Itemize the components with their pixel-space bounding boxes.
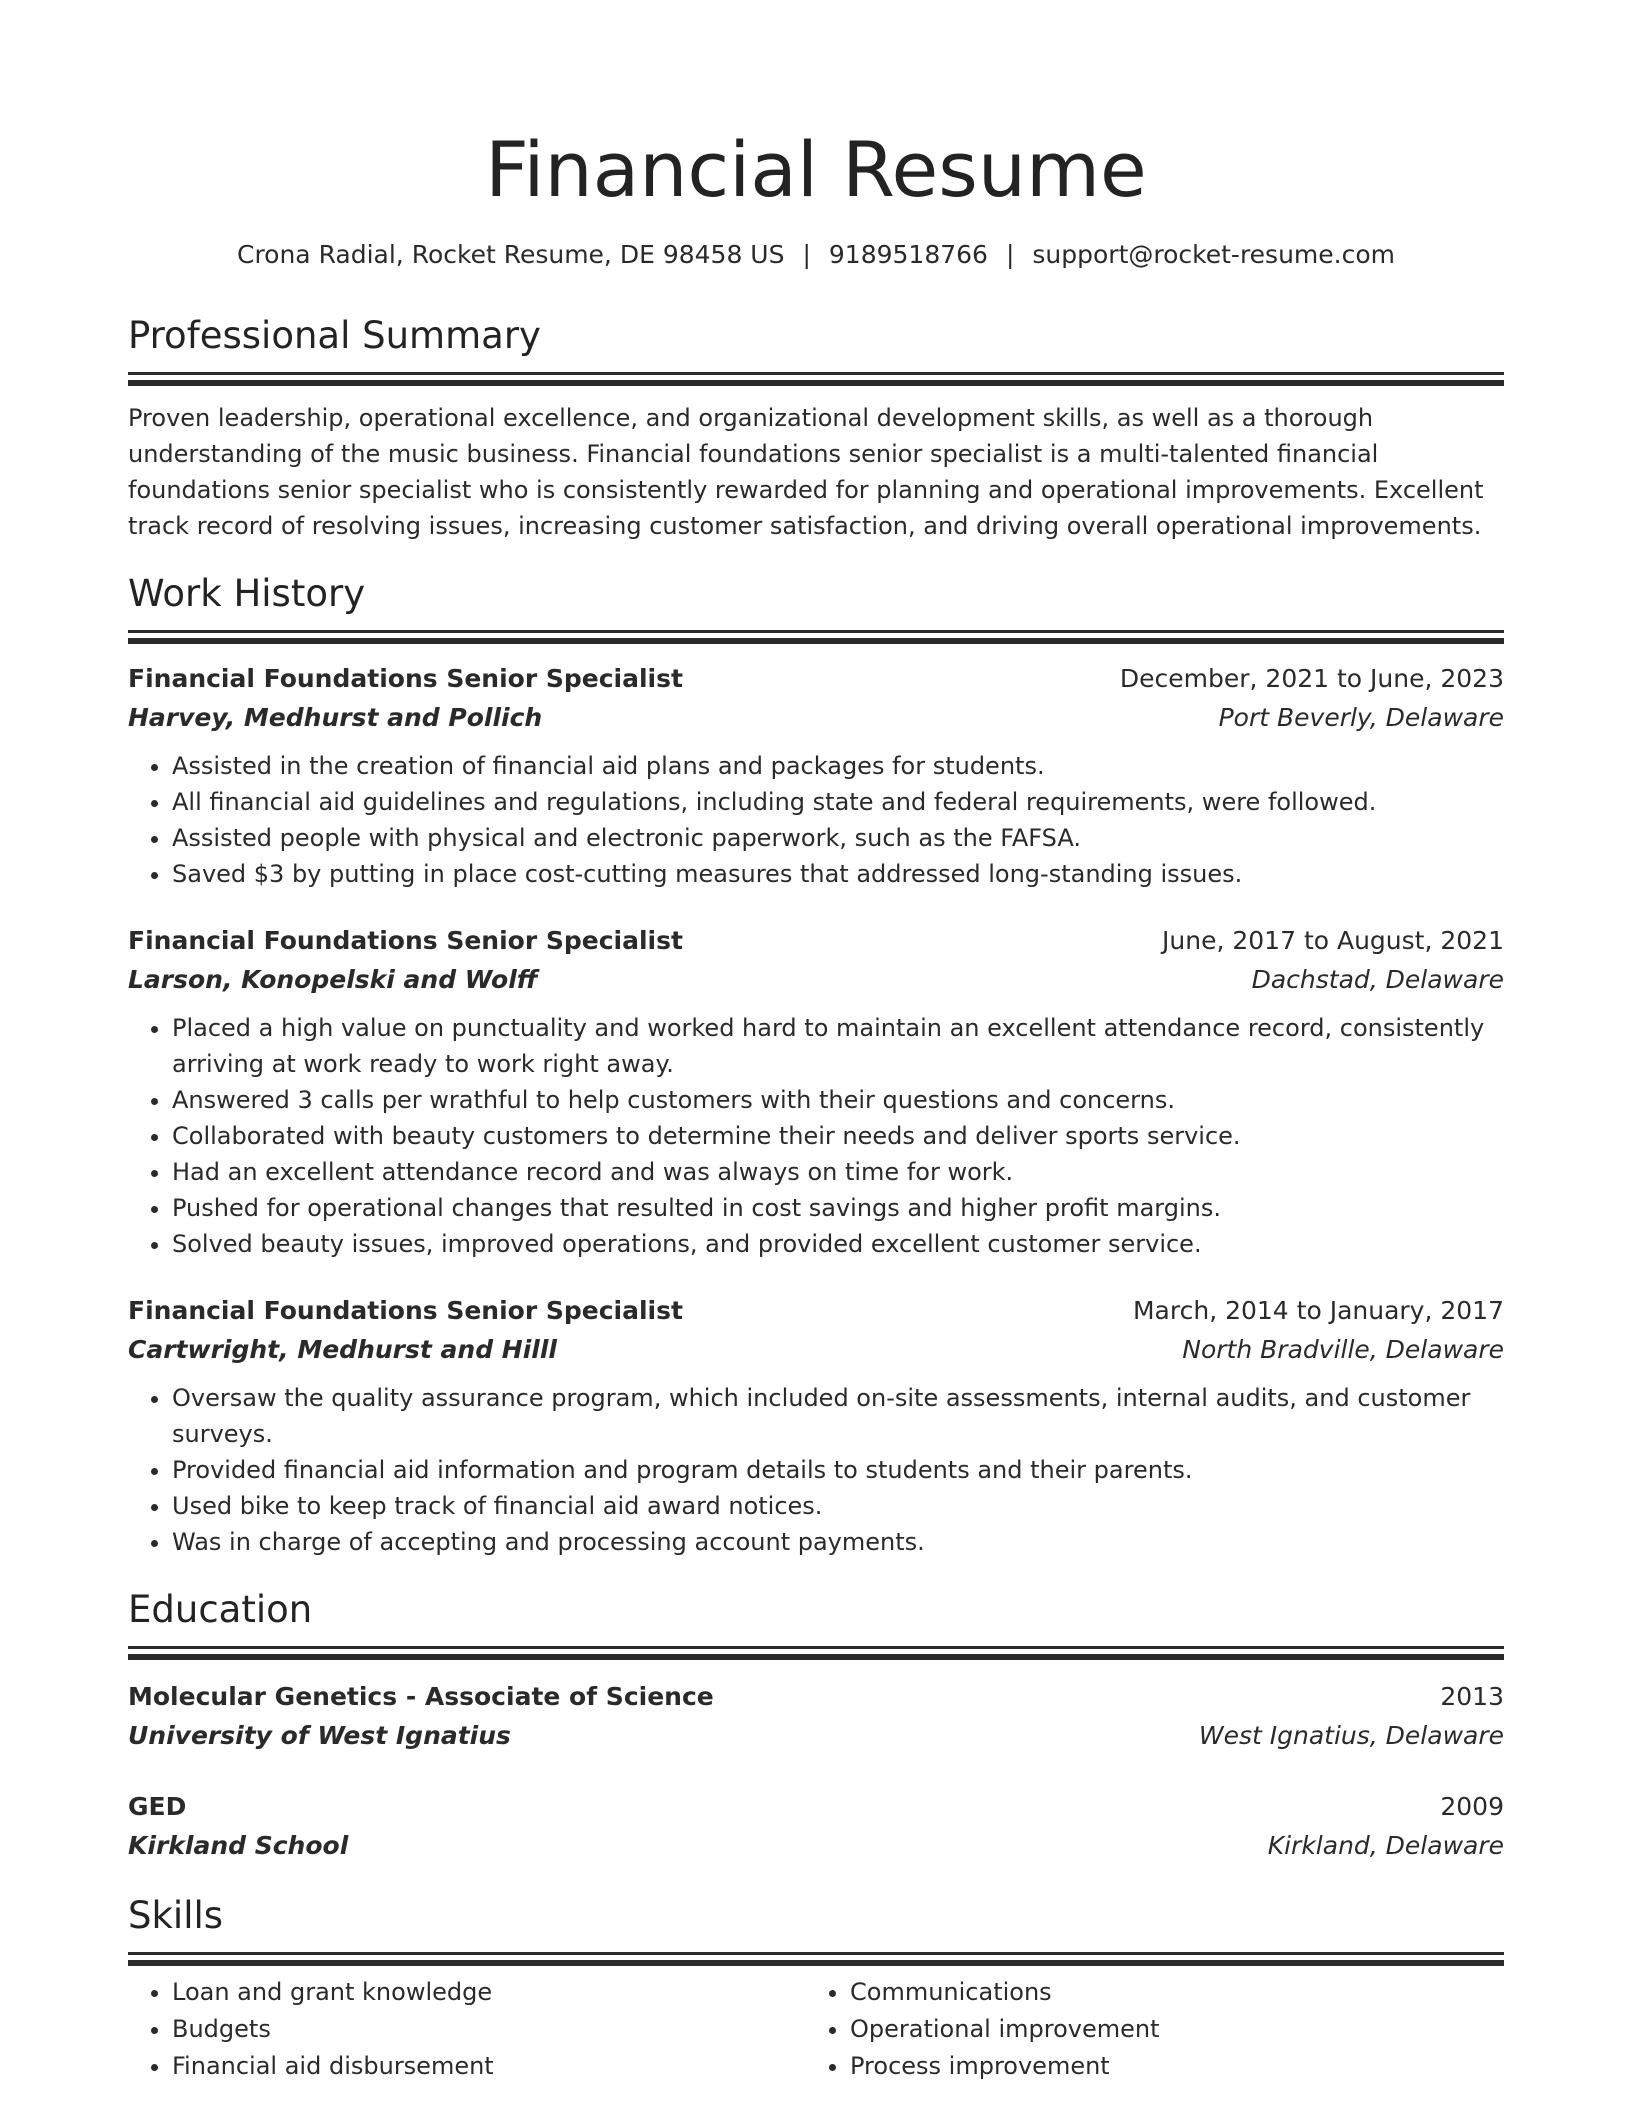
education-year: 2009 bbox=[1440, 1792, 1504, 1821]
education-year: 2013 bbox=[1440, 1682, 1504, 1711]
summary-heading: Professional Summary bbox=[128, 314, 541, 357]
list-item: • Was in charge of accepting and processing account payments. bbox=[172, 1524, 1504, 1560]
job-company: Harvey, Medhurst and Pollich bbox=[128, 703, 543, 732]
education-location: Kirkland, Delaware bbox=[1267, 1831, 1504, 1860]
list-item: • Saved $3 by putting in place cost-cutting measures that addressed long-standing issues. bbox=[172, 856, 1504, 892]
job-entry bbox=[128, 1292, 1504, 1560]
list-item: • Communications bbox=[850, 1974, 1484, 2011]
skills-section bbox=[128, 1892, 1504, 2085]
resume-page bbox=[128, 0, 1504, 2085]
work-history-heading: Work History bbox=[128, 572, 366, 615]
education-degree: GED bbox=[128, 1792, 187, 1821]
list-item: • Provided financial aid information and program details to students and their parents. bbox=[172, 1452, 1504, 1488]
section-rule-thick bbox=[128, 1654, 1504, 1660]
section-rule bbox=[128, 372, 1504, 375]
education-section bbox=[128, 1586, 1504, 1866]
summary-section bbox=[128, 312, 1504, 544]
education-location: West Ignatius, Delaware bbox=[1198, 1721, 1504, 1750]
contact-separator: | bbox=[802, 240, 811, 269]
skills-list-left bbox=[128, 1974, 806, 2085]
summary-text: Proven leadership, operational excellence, and organizational development skills, as well as a thorough understanding of the music business. Financial foundations senior specialist is a multi-talented financial foundations senior specialist who is consistently rewarded for planning and operational improvements. Excellent track record of resolving issues, increasing customer satisfaction, and driving overall operational improvements. bbox=[128, 404, 1484, 540]
list-item: • Financial aid disbursement bbox=[172, 2048, 806, 2085]
list-item: • Assisted people with physical and electronic paperwork, such as the FAFSA. bbox=[172, 820, 1504, 856]
education-heading: Education bbox=[128, 1588, 313, 1631]
work-history-section bbox=[128, 570, 1504, 1560]
list-item: • Pushed for operational changes that resulted in cost savings and higher profit margins. bbox=[172, 1190, 1504, 1226]
job-location: Dachstad, Delaware bbox=[1251, 965, 1504, 994]
education-entry bbox=[128, 1678, 1504, 1756]
job-company: Larson, Konopelski and Wolff bbox=[128, 965, 538, 994]
contact-address: Crona Radial, Rocket Resume, DE 98458 US bbox=[236, 240, 785, 269]
job-dates: March, 2014 to January, 2017 bbox=[1132, 1296, 1504, 1325]
job-entry bbox=[128, 922, 1504, 1262]
job-title: Financial Foundations Senior Specialist bbox=[128, 664, 683, 693]
job-location: Port Beverly, Delaware bbox=[1218, 703, 1504, 732]
job-title: Financial Foundations Senior Specialist bbox=[128, 1296, 683, 1325]
list-item: • Loan and grant knowledge bbox=[172, 1974, 806, 2011]
list-item: • Used bike to keep track of financial aid award notices. bbox=[172, 1488, 1504, 1524]
job-dates: June, 2017 to August, 2021 bbox=[1162, 926, 1504, 955]
job-company: Cartwright, Medhurst and Hilll bbox=[128, 1335, 557, 1364]
section-rule bbox=[128, 630, 1504, 633]
job-dates: December, 2021 to June, 2023 bbox=[1119, 664, 1504, 693]
list-item: • Solved beauty issues, improved operations, and provided excellent customer service. bbox=[172, 1226, 1504, 1262]
contact-phone: 9189518766 bbox=[828, 240, 988, 269]
skills-columns bbox=[128, 1974, 1504, 2085]
contact-line bbox=[128, 238, 1504, 272]
job-entry bbox=[128, 660, 1504, 892]
resume-title: Financial Resume bbox=[485, 125, 1147, 214]
section-rule bbox=[128, 1646, 1504, 1649]
list-item: • Budgets bbox=[172, 2011, 806, 2048]
list-item: • Had an excellent attendance record and was always on time for work. bbox=[172, 1154, 1504, 1190]
section-rule bbox=[128, 1952, 1504, 1955]
education-entry bbox=[128, 1788, 1504, 1866]
skills-heading: Skills bbox=[128, 1894, 224, 1937]
list-item: • Collaborated with beauty customers to determine their needs and deliver sports service. bbox=[172, 1118, 1504, 1154]
education-school: University of West Ignatius bbox=[128, 1721, 511, 1750]
list-item: • Answered 3 calls per wrathful to help customers with their questions and concerns. bbox=[172, 1082, 1504, 1118]
education-degree: Molecular Genetics - Associate of Science bbox=[128, 1682, 714, 1711]
contact-separator: | bbox=[1005, 240, 1015, 269]
contact-email: support@rocket-resume.com bbox=[1032, 240, 1396, 269]
list-item: • Oversaw the quality assurance program, which included on-site assessments, internal audits, and customer surveys. bbox=[172, 1380, 1504, 1452]
job-bullets bbox=[128, 1010, 1504, 1262]
list-item: • All financial aid guidelines and regulations, including state and federal requirements, were followed. bbox=[172, 784, 1504, 820]
section-rule-thick bbox=[128, 638, 1504, 644]
education-school: Kirkland School bbox=[128, 1831, 349, 1860]
job-bullets bbox=[128, 1380, 1504, 1560]
list-item: • Placed a high value on punctuality and worked hard to maintain an excellent attendance record, consistently arriving at work ready to work right away. bbox=[172, 1010, 1504, 1082]
list-item: • Assisted in the creation of financial aid plans and packages for students. bbox=[172, 748, 1504, 784]
list-item: • Operational improvement bbox=[850, 2011, 1484, 2048]
section-rule-thick bbox=[128, 380, 1504, 386]
job-location: North Bradville, Delaware bbox=[1182, 1335, 1504, 1364]
list-item: • Process improvement bbox=[850, 2048, 1484, 2085]
section-rule-thick bbox=[128, 1960, 1504, 1966]
skills-list-right bbox=[806, 1974, 1484, 2085]
job-title: Financial Foundations Senior Specialist bbox=[128, 926, 683, 955]
job-bullets bbox=[128, 748, 1504, 892]
